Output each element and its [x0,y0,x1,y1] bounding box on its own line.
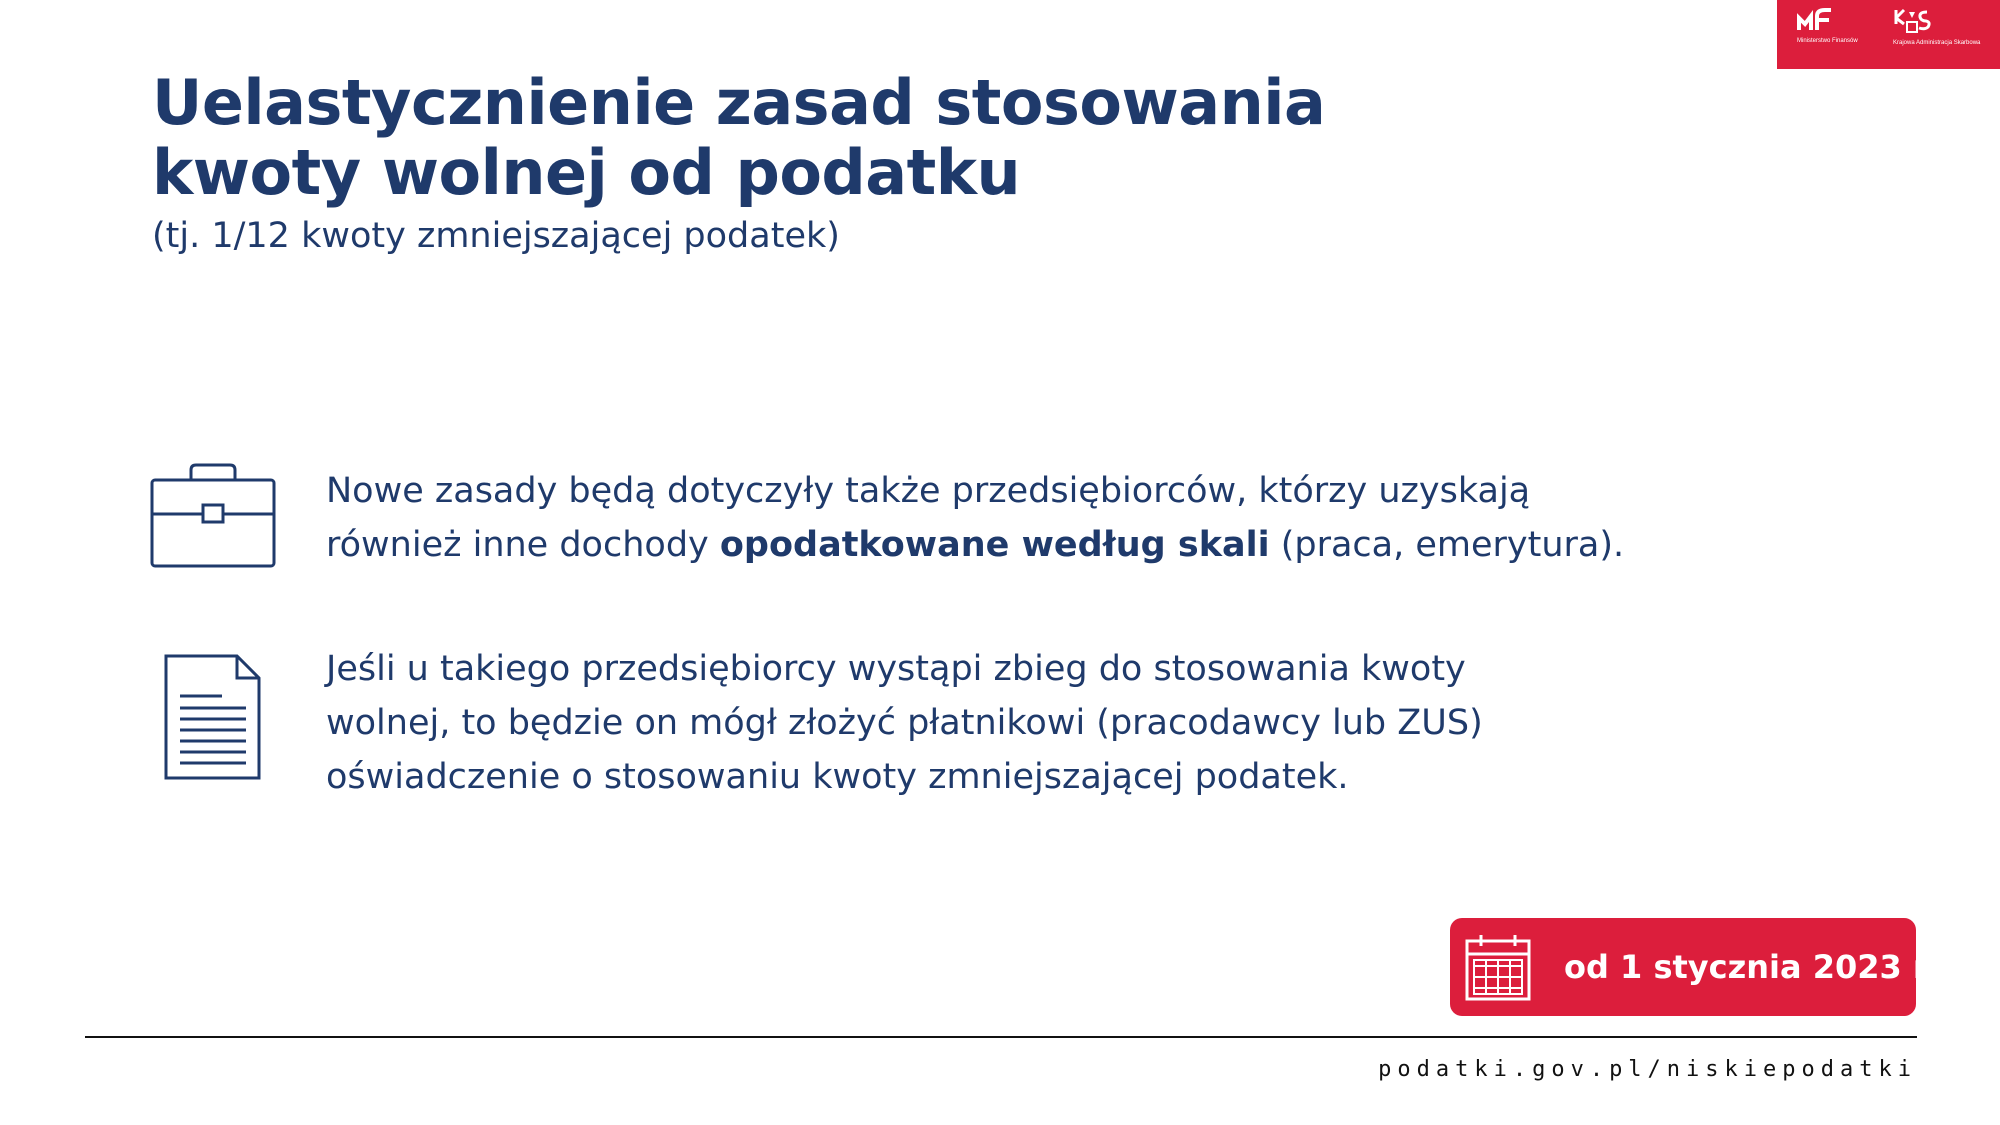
footer-link[interactable]: podatki.gov.pl/niskiepodatki [1378,1057,1917,1082]
ministry-of-finance-logo [1797,8,1858,45]
calendar-icon [1464,932,1532,1006]
page-title [152,68,1552,208]
info-text-line-1: Nowe zasady będą dotyczyły także przedsiębiorców, którzy uzyskają [326,471,1531,511]
kas-logo-icon [1893,8,1933,34]
effective-date-badge [1450,918,1937,1016]
footer-divider [85,1036,1917,1038]
mf-logo-icon [1797,8,1843,32]
info-text-statement: Jeśli u takiego przedsiębiorcy wystąpi zbieg do stosowania kwoty wolnej, to będzie on mógł złożyć płatnikowi (pracodawcy lub ZUS) oświadczenie o stosowaniu kwoty zmniejszającej podatek. [326,649,1483,797]
page-subtitle: (tj. 1/12 kwoty zmniejszającej podatek) [152,216,840,256]
info-text-entrepreneurs [326,464,1656,572]
logo-bar [1777,0,2000,69]
kas-caption: Krajowa Administracja Skarbowa [1893,40,1981,46]
info-text-line-2-end: (praca, emerytura). [1269,525,1625,565]
info-text-line-2-start: również inne dochody [326,525,720,565]
mf-caption: Ministerstwo Finansów [1797,38,1858,44]
title-line-1: Uelastycznienie zasad stosowania [152,66,1326,139]
title-line-2: kwoty wolnej od podatku [152,136,1021,209]
briefcase-icon [150,462,276,572]
info-text-emphasis: opodatkowane według skali [719,525,1270,565]
document-icon [150,640,276,784]
effective-date-text: od 1 stycznia 2023 r. [1564,948,1937,986]
kas-logo [1893,8,1980,47]
